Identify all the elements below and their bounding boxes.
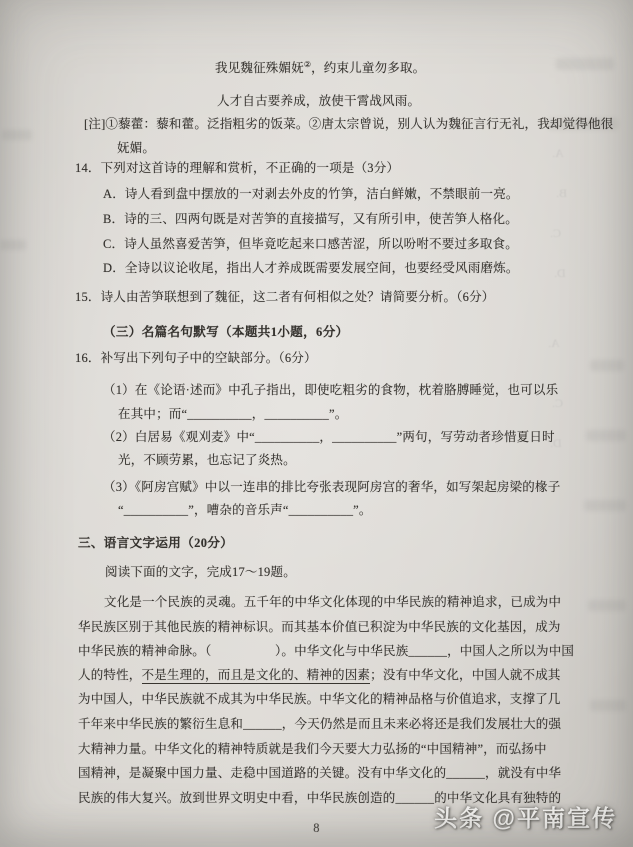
question-14-option-b: B．诗的三、四两句既是对苦笋的直接描写，又有所引申，使苦笋人格化。 [103,212,518,226]
passage-line-4-post: ；没有中华文化，中国人就不成其 [370,668,561,682]
bleedthrough-smudge [0,240,26,250]
question-16-stem: 16．补写出下列句子中的空缺部分。（6分） [75,351,317,365]
passage-line-9: 民族的伟大复兴。放到世界文明史中看，中华民族创造的______的中华文化具有独特的 [78,791,562,805]
question-16-item-3-line-1: （3）《阿房宫赋》中以一连串的排比夸张表现阿房宫的奢华，如写架起房梁的椽子 [103,480,561,494]
bleedthrough-smudge [590,700,626,711]
bleedthrough-smudge [590,360,624,371]
bleedthrough-text: A. [547,335,560,351]
bleedthrough-smudge [588,600,626,611]
section-heading-language-use: 三、语言文字运用（20分） [78,536,234,550]
passage-line-3: 中华民族的精神命脉。（ ）。中华文化与中华民族______，中国人之所以为中国 [78,644,575,658]
page-number: 8 [313,821,320,835]
poem-line-1 [215,52,425,78]
question-14-option-a: A．诗人看到盘中摆放的一对剥去外皮的竹笋，洁白鲜嫩，不禁眼前一亮。 [103,187,519,201]
bleedthrough-text: C. [549,225,562,241]
passage-line-4-pre: 人的特性， [78,668,142,682]
toutiao-watermark: 头条 @平南宣传 [434,805,617,831]
question-16-item-3-line-2: “__________”，嘈杂的音乐声“__________”。 [118,503,372,517]
passage-line-1: 文化是一个民族的灵魂。五千年的中华文化体现的中华民族的精神追求，已成为中 [104,595,562,609]
passage-line-5: 为中国人，中华民族就不成其为中华民族。中华文化的精神品格与价值追求，支撑了几 [78,692,561,706]
bleedthrough-text: B. [555,185,568,201]
footnote-ref-mark: ② [303,60,312,69]
poem-line-1-text: 我见魏征殊媚妩 [215,61,304,75]
bleedthrough-smudge [2,130,32,140]
note-line-1: [注]①藜藿：藜和藿。泛指粗劣的饭菜。②唐太宗曾说，别人认为魏征言行无礼，我却觉得他很 [84,117,614,131]
note-line-2: 妩媚。 [117,141,156,155]
bleedthrough-text: C. [551,395,564,411]
question-16-item-2-line-2: 光，不顾劳累，也忘记了炎热。 [118,453,296,467]
question-15-stem: 15．诗人由苦笋联想到了魏征，这二者有何相似之处？请简要分析。（6分） [75,290,495,304]
passage-intro: 阅读下面的文字，完成17～19题。 [105,565,296,579]
passage-line-4 [78,662,561,688]
passage-line-2: 华民族区别于其他民族的精神标识。而其基本价值已积淀为中华民族的文化基因，成为 [78,620,561,634]
passage-line-8: 国精神，是凝聚中国力量、走稳中国道路的关键。没有中华文化的______，就没有中华 [78,766,562,780]
question-16-item-1-line-2: 在其中；而“__________，__________”。 [118,407,348,421]
poem-line-2: 人才自古要养成，放使干霄战风雨。 [217,94,421,108]
section-heading-famous-passages: （三）名篇名句默写（本题共1小题，6分） [103,325,349,339]
question-14-option-c: C．诗人虽然喜爱苦笋，但毕竟吃起来口感苦涩，所以吩咐不要过多取食。 [103,237,518,251]
bleedthrough-text: A. [551,145,564,161]
bleedthrough-smudge [584,500,626,511]
bleedthrough-smudge [586,430,626,441]
question-16-item-2-line-1: （2）白居易《观刈麦》中“__________，__________”两句，写劳动者珍惜夏日时 [103,430,555,444]
bleedthrough-text: D. [549,435,562,451]
poem-line-1-rest: ，约束儿童勿多取。 [311,61,426,75]
passage-line-6: 千年来中华民族的繁衍生息和______，今天仍然是而且未来必将还是我们发展壮大的强 [78,717,562,731]
question-14-stem: 14．下列对这首诗的理解和赏析，不正确的一项是（3分） [75,161,400,175]
question-16-item-1-line-1: （1）在《论语·述而》中孔子指出，即使吃粗劣的食物，枕着胳膊睡觉，也可以乐 [103,383,559,397]
bleedthrough-smudge [556,58,614,70]
underlined-phrase: 不是生理的，而且是文化的、精神的因素 [141,668,371,682]
bleedthrough-text: D. [553,265,566,281]
question-14-option-d: D．全诗以议论收尾，指出人才养成既需要发展空间，也要经受风雨磨炼。 [103,261,519,275]
passage-line-7: 大精神力量。中华文化的精神特质就是我们今天要大力弘扬的“中国精神”，而弘扬中 [78,742,547,756]
